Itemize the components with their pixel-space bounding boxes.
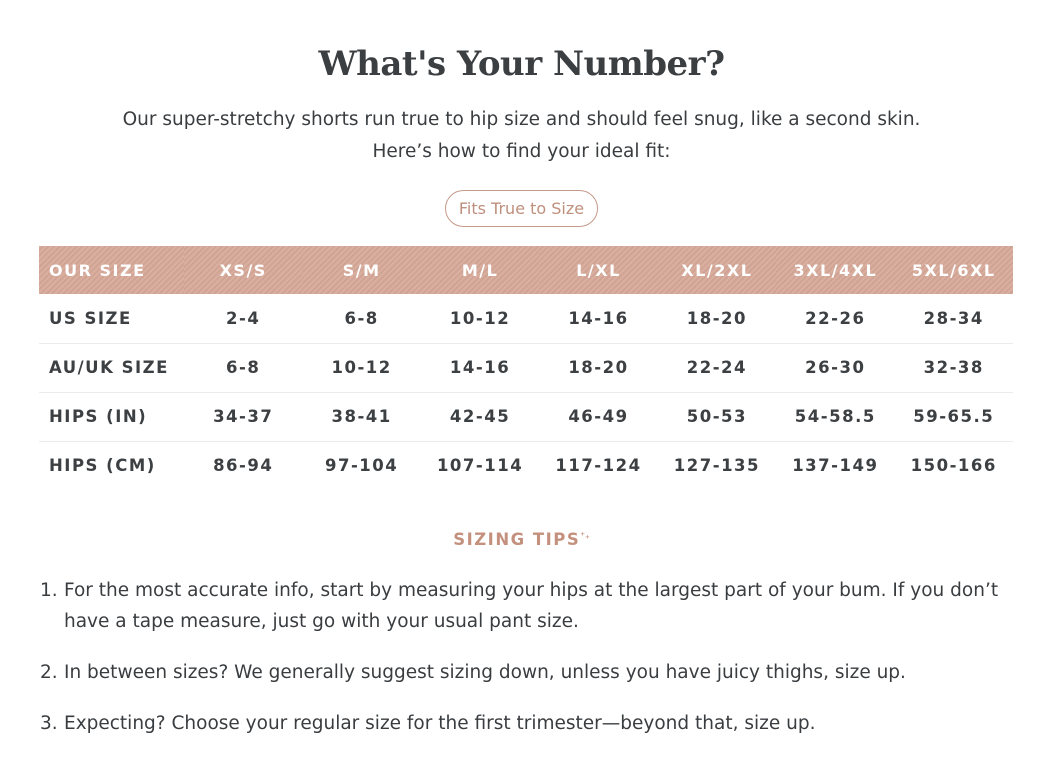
column-header: S/M: [302, 246, 420, 294]
table-cell: 10-12: [302, 343, 420, 392]
sparkle-icon: ⁺₊: [580, 531, 590, 542]
table-cell: 32-38: [895, 343, 1013, 392]
row-label: US SIZE: [39, 294, 184, 343]
list-item-text: For the most accurate info, start by measuring your hips at the largest part of your bum. If you don’t have a tape measure, just go with your usual pant size.: [64, 580, 999, 632]
list-item-number: 3.: [40, 713, 58, 734]
column-header: 5XL/6XL: [895, 246, 1013, 294]
table-row: [39, 343, 1013, 392]
table-cell: 34-37: [184, 392, 302, 441]
page-title: What's Your Number?: [318, 44, 725, 84]
table-cell: 107-114: [436, 456, 524, 476]
subtitle-line-1: Our super-stretchy shorts run true to hip size and should feel snug, like a second skin.: [122, 109, 921, 130]
table-cell: 6-8: [184, 343, 302, 392]
table-row: [39, 294, 1013, 343]
table-cell: 97-104: [325, 456, 399, 476]
column-header: M/L: [421, 246, 539, 294]
column-header: XL/2XL: [658, 246, 776, 294]
table-cell: 59-65.5: [895, 392, 1013, 441]
table-cell: 26-30: [776, 343, 894, 392]
column-header: OUR SIZE: [39, 246, 184, 294]
table-cell: 14-16: [421, 343, 539, 392]
column-header: XS/S: [184, 246, 302, 294]
table-header-row: [39, 246, 1013, 294]
table-cell: 2-4: [184, 294, 302, 343]
table-cell: 22-26: [776, 294, 894, 343]
row-label: HIPS (CM): [49, 456, 156, 476]
column-header: 3XL/4XL: [776, 246, 894, 294]
size-chart-table: [39, 246, 1013, 490]
table-cell: 18-20: [539, 343, 657, 392]
sizing-tips-heading: [0, 530, 1043, 549]
table-cell: 137-149: [792, 456, 879, 476]
fit-badge-container: [0, 190, 1043, 227]
table-cell: 14-16: [539, 294, 657, 343]
list-item: [40, 575, 1015, 637]
table-cell: 18-20: [658, 294, 776, 343]
list-item-text: In between sizes? We generally suggest sizing down, unless you have juicy thighs, size up.: [64, 662, 906, 683]
sizing-tips-label: SIZING TIPS: [453, 530, 581, 549]
column-header: L/XL: [539, 246, 657, 294]
table-row: [39, 441, 1013, 490]
row-label: HIPS (IN): [39, 392, 184, 441]
page-subtitle: [0, 104, 1043, 168]
table-cell: 150-166: [910, 456, 997, 476]
sizing-tips-list: [40, 575, 1015, 759]
table-cell: 127-135: [673, 456, 761, 476]
list-item-number: 2.: [40, 662, 58, 683]
table-cell: 38-41: [302, 392, 420, 441]
table-cell: 10-12: [421, 294, 539, 343]
table-cell: 46-49: [539, 392, 657, 441]
list-item-text: Expecting? Choose your regular size for the first trimester—beyond that, size up.: [64, 713, 816, 734]
table-cell: 54-58.5: [776, 392, 894, 441]
table-cell: 6-8: [302, 294, 420, 343]
table-cell: 42-45: [421, 392, 539, 441]
list-item: [40, 657, 1015, 688]
table-cell: 28-34: [895, 294, 1013, 343]
row-label: AU/UK SIZE: [39, 343, 184, 392]
list-item: [40, 708, 1015, 739]
subtitle-line-2: Here’s how to find your ideal fit:: [372, 141, 671, 162]
fit-badge: Fits True to Size: [445, 190, 598, 227]
table-cell: 50-53: [658, 392, 776, 441]
list-item-number: 1.: [40, 580, 58, 601]
table-row: [39, 392, 1013, 441]
table-cell: 22-24: [658, 343, 776, 392]
table-cell: 117-124: [555, 456, 642, 476]
table-cell: 86-94: [213, 456, 274, 476]
